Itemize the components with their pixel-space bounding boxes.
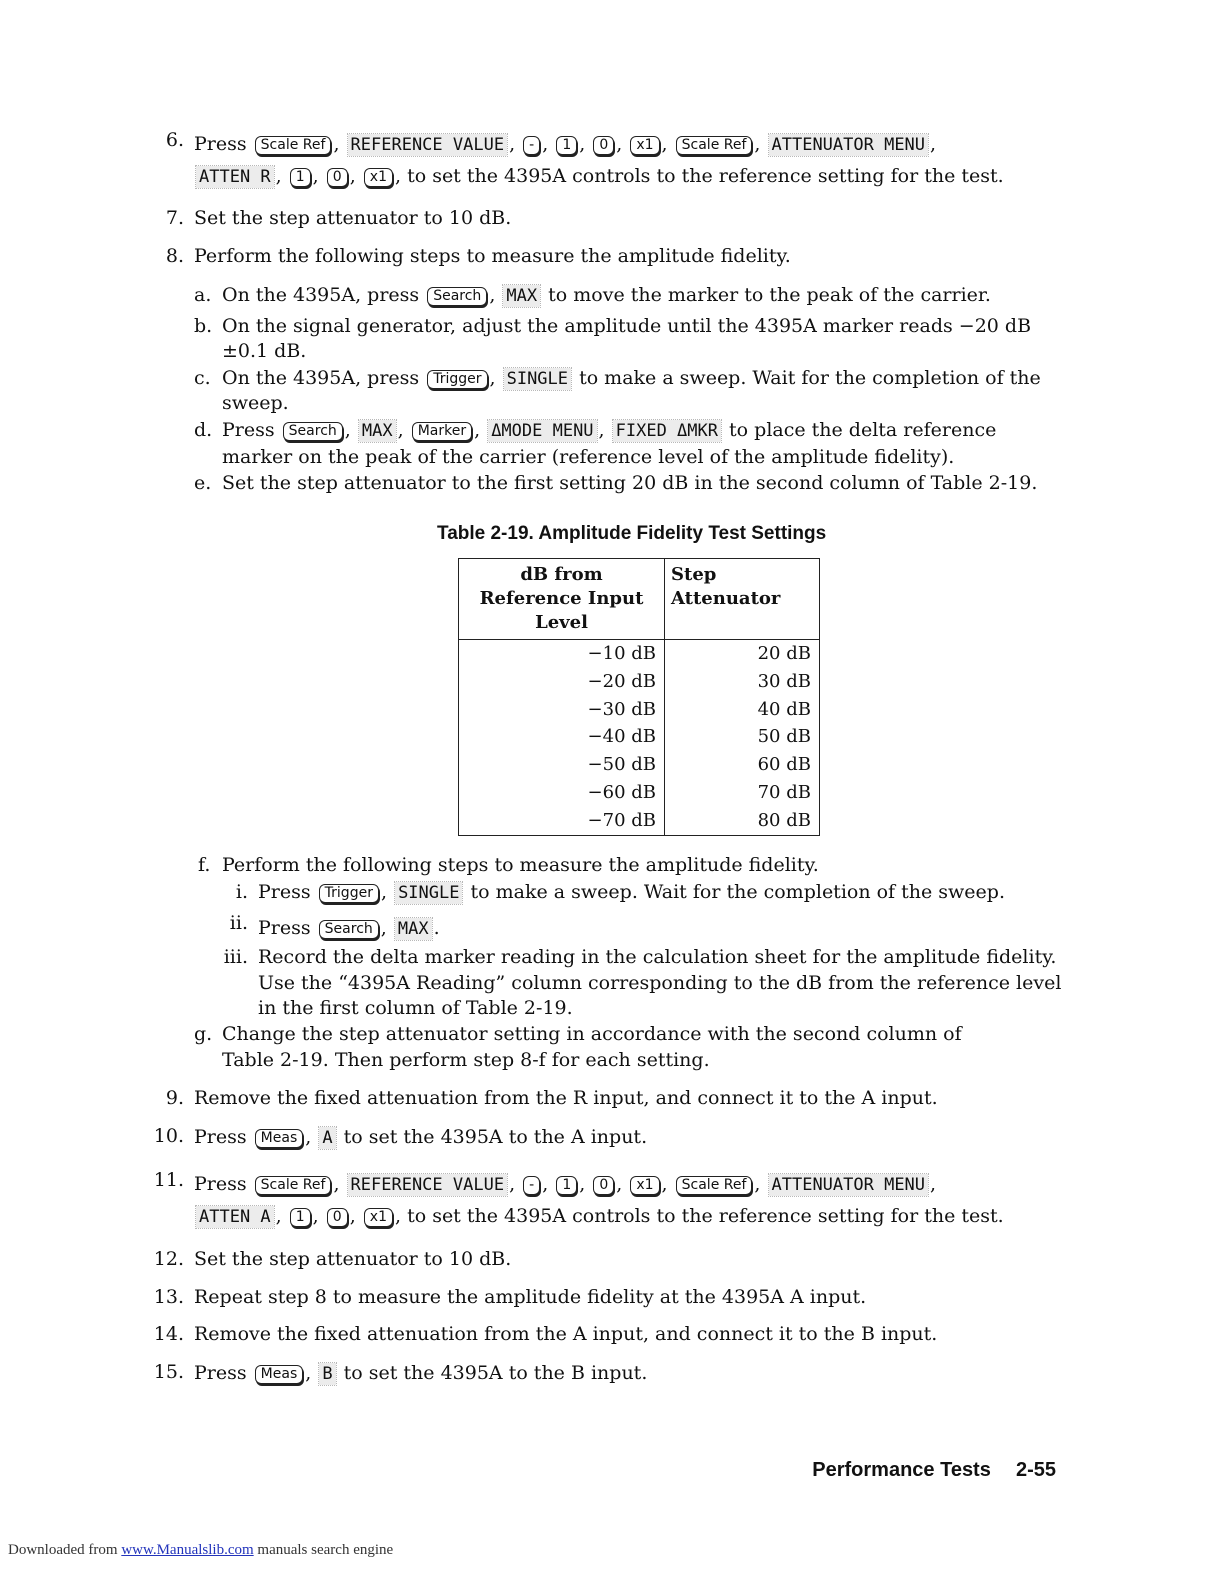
table-cell: 70 dB [757,781,811,803]
atten-r-softkey[interactable]: ATTEN R [196,166,274,188]
max-softkey[interactable]: MAX [359,420,396,442]
column-header-db-from: dB from Reference Input Level [459,559,665,640]
table-header-row [459,559,820,640]
x1-key[interactable]: x1 [364,168,393,187]
max-softkey[interactable]: MAX [503,285,540,307]
step-number: 7. [165,207,184,229]
scale-ref-key[interactable]: Scale Ref [676,1176,753,1195]
column-header-step-attenuator: Step Attenuator [665,559,820,640]
table-row [459,807,820,835]
substep-roman: i. [235,881,248,903]
table-row [459,779,820,807]
max-softkey[interactable]: MAX [395,918,432,940]
zero-key[interactable]: 0 [327,1208,348,1227]
table-cell: 40 dB [757,698,811,720]
step-8g-line-2: Table 2-19. Then perform step 8-f for each setting. [222,1049,710,1071]
scale-ref-key[interactable]: Scale Ref [676,136,753,155]
b-input-softkey[interactable]: B [319,1363,335,1385]
table-cell: −20 dB [459,668,665,696]
download-notice: Downloaded from www.Manualslib.com manuals search engine [8,1542,394,1558]
substep-letter: e. [194,472,212,494]
x1-key[interactable]: x1 [630,136,659,155]
one-key[interactable]: 1 [290,168,311,187]
fixed-delta-mkr-softkey[interactable]: FIXED ΔMKR [613,420,721,442]
table-cell: −30 dB [459,696,665,724]
attenuator-menu-softkey[interactable]: ATTENUATOR MENU [769,134,929,156]
search-key[interactable]: Search [319,920,379,939]
step-8f-text: Perform the following steps to measure the amplitude fidelity. [222,854,819,876]
zero-key[interactable]: 0 [593,1176,614,1195]
table-row [459,723,820,751]
step-11-line-2: ATTEN A , 1 , 0 , x1 , to set the 4395A controls to the reference setting for the test. [194,1204,1004,1228]
step-number: 6. [165,129,184,151]
step-8g-line-1: Change the step attenuator setting in accordance with the second column of [222,1023,962,1045]
step-8f-iii-line-2: Use the “4395A Reading” column corresponding to the dB from the reference level [258,972,1062,994]
table-cell: −50 dB [459,751,665,779]
step-8-text: Perform the following steps to measure the amplitude fidelity. [194,245,791,267]
substep-letter: b. [194,315,213,337]
step-14-text: Remove the fixed attenuation from the A input, and connect it to the B input. [194,1323,938,1345]
trigger-key[interactable]: Trigger [319,884,379,903]
step-number: 14. [153,1323,184,1345]
table-cell: 60 dB [757,754,811,776]
search-key[interactable]: Search [427,287,487,306]
step-8d-line-1: Press Search , MAX , Marker , ΔMODE MENU , FIXED ΔMKR to place the delta reference [222,419,997,441]
table-row [459,696,820,724]
reference-value-softkey[interactable]: REFERENCE VALUE [348,1174,508,1196]
table-cell: 50 dB [757,726,811,748]
minus-key[interactable]: - [523,1176,540,1195]
step-8c-line-1: On the 4395A, press Trigger , SINGLE to make a sweep. Wait for the completion of the [222,367,1041,389]
meas-key[interactable]: Meas [255,1129,304,1148]
page-footer [812,1459,1056,1482]
section-title: Performance Tests [812,1459,991,1481]
scale-ref-key[interactable]: Scale Ref [255,136,332,155]
table-row [459,751,820,779]
table-cell: −40 dB [459,723,665,751]
step-8f-iii-line-3: in the first column of Table 2-19. [258,997,573,1019]
table-row [459,668,820,696]
trigger-key[interactable]: Trigger [427,370,487,389]
step-8a-line: On the 4395A, press Search , MAX to move the marker to the peak of the carrier. [222,284,991,306]
step-15-line: Press Meas , B to set the 4395A to the B input. [194,1362,648,1384]
table-cell: 20 dB [757,643,811,664]
step-6-line-2: ATTEN R , 1 , 0 , x1 , to set the 4395A controls to the reference setting for the test. [194,164,1004,188]
step-number: 10. [153,1125,184,1147]
table-cell: 30 dB [757,670,811,692]
single-softkey[interactable]: SINGLE [395,882,462,904]
attenuator-menu-softkey[interactable]: ATTENUATOR MENU [769,1174,929,1196]
step-8d-line-2: marker on the peak of the carrier (reference level of the amplitude fidelity). [222,446,955,468]
table-cell: −10 dB [459,640,665,668]
substep-roman: iii. [223,946,248,968]
substep-letter: g. [194,1023,213,1045]
zero-key[interactable]: 0 [593,136,614,155]
substep-letter: c. [194,367,211,389]
step-number: 15. [153,1361,184,1383]
minus-key[interactable]: - [523,136,540,155]
substep-letter: a. [194,284,212,306]
zero-key[interactable]: 0 [327,168,348,187]
step-7-text: Set the step attenuator to 10 dB. [194,207,512,229]
search-key[interactable]: Search [283,422,343,441]
step-number: 11. [153,1169,184,1191]
marker-key[interactable]: Marker [412,422,472,441]
table-cell: −70 dB [459,807,665,835]
single-softkey[interactable]: SINGLE [504,368,571,390]
page-number: 2-55 [1015,1459,1056,1481]
delta-mode-menu-softkey[interactable]: ΔMODE MENU [488,420,596,442]
table-cell: 80 dB [757,809,811,831]
step-12-text: Set the step attenuator to 10 dB. [194,1248,512,1270]
x1-key[interactable]: x1 [364,1208,393,1227]
substep-letter: d. [194,419,213,441]
step-8f-i-line: Press Trigger , SINGLE to make a sweep. Wait for the completion of the sweep. [258,881,1005,903]
substep-roman: ii. [229,912,248,934]
one-key[interactable]: 1 [556,1176,577,1195]
step-13-text: Repeat step 8 to measure the amplitude fidelity at the 4395A A input. [194,1286,867,1308]
substep-letter: f. [198,854,211,876]
step-8b-line-2: ±0.1 dB. [222,340,307,362]
amplitude-fidelity-table [458,558,820,836]
reference-value-softkey[interactable]: REFERENCE VALUE [348,134,508,156]
a-input-softkey[interactable]: A [319,1127,335,1149]
step-number: 8. [165,245,184,267]
step-8c-line-2: sweep. [222,392,289,414]
step-8e-text: Set the step attenuator to the first setting 20 dB in the second column of Table 2-19. [222,472,1038,494]
atten-a-softkey[interactable]: ATTEN A [196,1206,274,1228]
one-key[interactable]: 1 [556,136,577,155]
manualslib-link[interactable]: www.Manualslib.com [121,1542,254,1558]
step-8b-line-1: On the signal generator, adjust the amplitude until the 4395A marker reads −20 dB [222,315,1032,337]
step-9-text: Remove the fixed attenuation from the R input, and connect it to the A input. [194,1087,938,1109]
step-number: 13. [153,1286,184,1308]
step-11-line-1: Press Scale Ref , REFERENCE VALUE , - , 1 , 0 , x1 , Scale Ref , ATTENUATOR MENU , [194,1173,937,1195]
step-number: 9. [165,1087,184,1109]
step-10-line: Press Meas , A to set the 4395A to the A input. [194,1126,648,1148]
table-row [459,640,820,668]
scale-ref-key[interactable]: Scale Ref [255,1176,332,1195]
step-8f-ii-line: Press Search , MAX . [258,917,440,939]
table-caption: Table 2-19. Amplitude Fidelity Test Settings [437,523,827,544]
x1-key[interactable]: x1 [630,1176,659,1195]
one-key[interactable]: 1 [290,1208,311,1227]
step-number: 12. [153,1248,184,1270]
meas-key[interactable]: Meas [255,1365,304,1384]
table-cell: −60 dB [459,779,665,807]
step-6-line-1: Press Scale Ref , REFERENCE VALUE , - , 1 , 0 , x1 , Scale Ref , ATTENUATOR MENU , [194,133,937,155]
step-8f-iii-line-1: Record the delta marker reading in the calculation sheet for the amplitude fidelity. [258,946,1057,968]
